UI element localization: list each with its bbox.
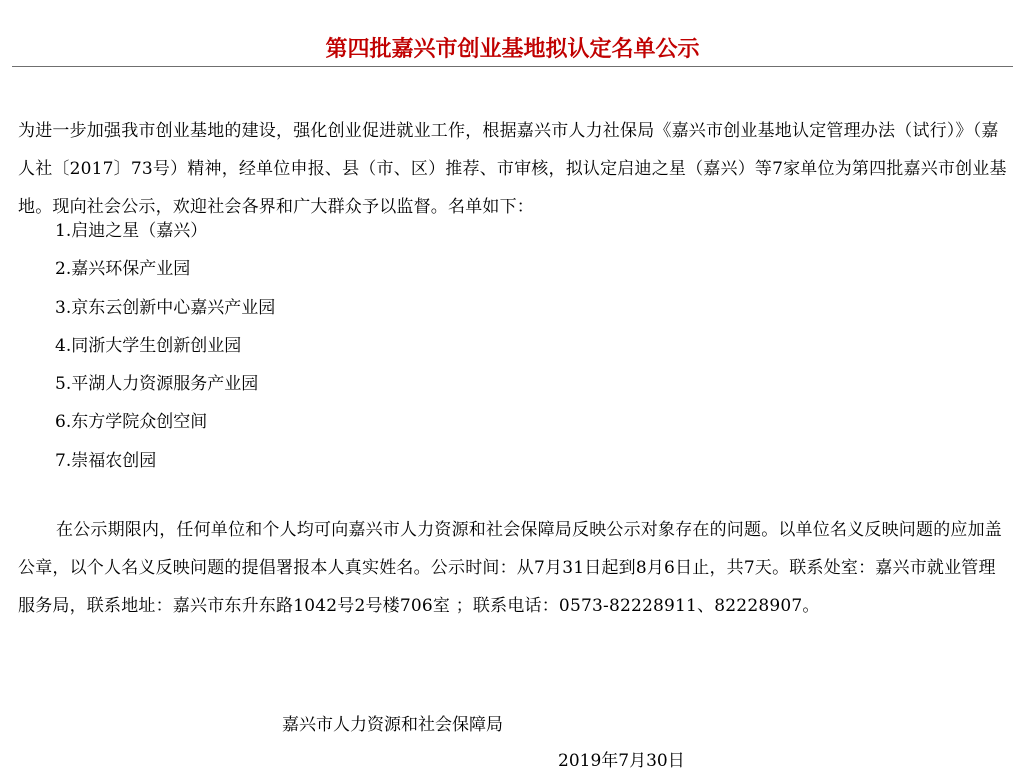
list-item: 5.平湖人力资源服务产业园 xyxy=(55,374,259,395)
list-item: 1.启迪之星（嘉兴） xyxy=(55,221,208,241)
notice-text: 在公示期限内，任何单位和个人均可向嘉兴市人力资源和社会保障局反映公示对象存在的问题。以单位名义反映问题的应加盖公章，以个人名义反映问题的提倡署报本人真实姓名。公示时间：从7月31日起到8月6日止，共7天。联系处室：嘉兴市就业管理服务局，联系地址：嘉兴市东升东路1042号2号楼706室 ；联系电话：0573-82228911、82228907。 xyxy=(18,520,1002,616)
base-list xyxy=(55,212,275,480)
page-title: 第四批嘉兴市创业基地拟认定名单公示 xyxy=(325,36,700,62)
intro-paragraph xyxy=(18,112,1008,226)
list-item: 4.同浙大学生创新创业园 xyxy=(55,335,242,356)
title-divider xyxy=(12,66,1013,67)
notice-paragraph xyxy=(18,511,1008,625)
list-item: 2.嘉兴环保产业园 xyxy=(55,259,191,280)
list-item: 7.崇福农创园 xyxy=(55,450,157,471)
issuer-signature: 嘉兴市人力资源和社会保障局 xyxy=(282,715,503,735)
issue-date: 2019年7月30日 xyxy=(558,751,685,771)
list-item: 3.京东云创新中心嘉兴产业园 xyxy=(55,297,276,318)
intro-text: 为进一步加强我市创业基地的建设，强化创业促进就业工作，根据嘉兴市人力社保局《嘉兴市创业基地认定管理办法（试行）》（嘉人社〔2017〕73号）精神，经单位申报、县（市、区）推荐、市审核，拟认定启迪之星（嘉兴）等7家单位为第四批嘉兴市创业基地。现向社会公示，欢迎社会各界和广大群众予以监督。名单如下： xyxy=(18,121,1007,217)
list-item: 6.东方学院众创空间 xyxy=(55,412,208,433)
